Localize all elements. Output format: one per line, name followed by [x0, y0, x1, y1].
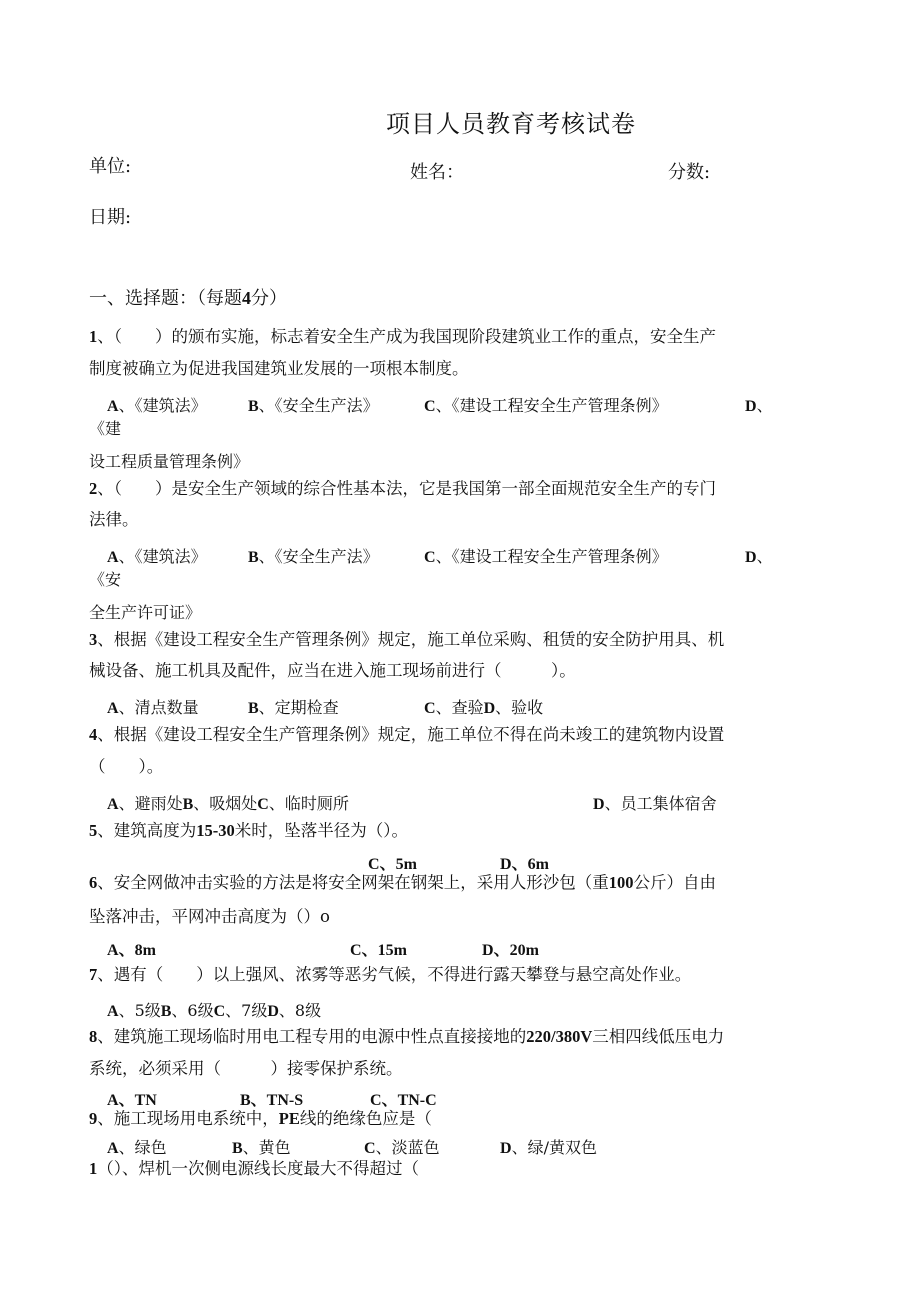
question-8-option-c: C、TN-C: [370, 1092, 437, 1109]
question-8-option-a: A、TN: [107, 1092, 157, 1109]
question-2-option-c: C、《建设工程安全生产管理条例》: [424, 547, 668, 566]
question-4-option-d: D、员工集体宿舍: [593, 794, 717, 813]
question-4-line-1: 4、根据《建设工程安全生产管理条例》规定，施工单位不得在尚未竣工的建筑物内设置: [89, 725, 725, 744]
question-8-option-b: B、TN-S: [240, 1092, 304, 1109]
question-2-option-d-wrap-1: 《安: [89, 570, 122, 589]
question-1-option-d-wrap-2: 设工程质量管理条例》: [89, 452, 250, 471]
question-2-option-d-wrap-2: 全生产许可证》: [89, 603, 202, 622]
question-3-line-2: 械设备、施工机具及配件，应当在进入施工现场前进行（ ）。: [89, 661, 576, 680]
question-3-option-a: A、清点数量: [107, 698, 199, 717]
question-6-option-c: C、15m: [350, 942, 407, 959]
question-1-option-d: D、: [745, 396, 773, 415]
question-4-line-2: （ ）。: [89, 757, 164, 776]
question-5-option-c: C、5m: [368, 856, 417, 873]
question-2-option-a: A、《建筑法》: [107, 547, 207, 566]
question-8-line-1: 8、建筑施工现场临时用电工程专用的电源中性点直接接地的220/380V三相四线低压电力: [89, 1027, 725, 1046]
date-label: 日期:: [89, 207, 132, 228]
question-2-line-1: 2、（ ）是安全生产领域的综合性基本法，它是我国第一部全面规范安全生产的专门: [89, 479, 716, 498]
question-3-option-b: B、定期检查: [248, 698, 339, 717]
question-10-line-1: 1（）、焊机一次侧电源线长度最大不得超过（: [89, 1159, 419, 1178]
section-heading: 一、选择题：（每题4分）: [89, 288, 287, 309]
score-label: 分数:: [668, 162, 711, 183]
question-3-option-c: C、查验D、验收: [424, 698, 544, 717]
question-3-line-1: 3、根据《建设工程安全生产管理条例》规定，施工单位采购、租赁的安全防护用具、机: [89, 630, 725, 649]
name-label: 姓名：: [410, 162, 464, 183]
question-8-line-2: 系统，必须采用（ ）接零保护系统。: [89, 1059, 403, 1078]
question-9-option-b: B、黄色: [232, 1138, 291, 1157]
question-7-line-1: 7、遇有（ ）以上强风、浓雾等恶劣气候，不得进行露天攀登与悬空高处作业。: [89, 965, 692, 984]
question-9-line-1: 9、施工现场用电系统中，PE线的绝缘色应是（: [89, 1109, 432, 1128]
question-9-option-a: A、绿色: [107, 1138, 167, 1157]
question-2-option-b: B、《安全生产法》: [248, 547, 379, 566]
question-6-line-2: 坠落冲击，平网冲击高度为（）o: [89, 907, 330, 926]
question-9-option-d: D、绿/黄双色: [500, 1138, 597, 1157]
question-2-line-2: 法律。: [89, 510, 139, 529]
question-1-option-b: B、《安全生产法》: [248, 396, 379, 415]
question-7-options: A、5级B、6级C、7级D、8级: [107, 1001, 322, 1020]
question-1-line-2: 制度被确立为促进我国建筑业发展的一项根本制度。: [89, 359, 469, 378]
question-4-option-abc: A、避雨处B、吸烟处C、临时厕所: [107, 794, 349, 813]
question-2-option-d: D、: [745, 547, 773, 566]
unit-label: 单位:: [89, 156, 132, 177]
question-9-option-c: C、淡蓝色: [364, 1138, 440, 1157]
question-6-option-a: A、8m: [107, 942, 156, 959]
question-1-line-1: 1、（ ）的颁布实施，标志着安全生产成为我国现阶段建筑业工作的重点，安全生产: [89, 327, 716, 346]
question-1-option-c: C、《建设工程安全生产管理条例》: [424, 396, 668, 415]
question-1-option-d-wrap-1: 《建: [89, 419, 122, 438]
question-5-option-d: D、6m: [500, 856, 549, 873]
page-title: 项目人员教育考核试卷: [386, 110, 636, 138]
question-6-line-1: 6、安全网做冲击实验的方法是将安全网架在钢架上，采用人形沙包（重100公斤）自由: [89, 873, 716, 892]
question-6-option-d: D、20m: [482, 942, 539, 959]
question-1-option-a: A、《建筑法》: [107, 396, 207, 415]
question-5-line-1: 5、建筑高度为15-30米时，坠落半径为（）。: [89, 821, 408, 840]
